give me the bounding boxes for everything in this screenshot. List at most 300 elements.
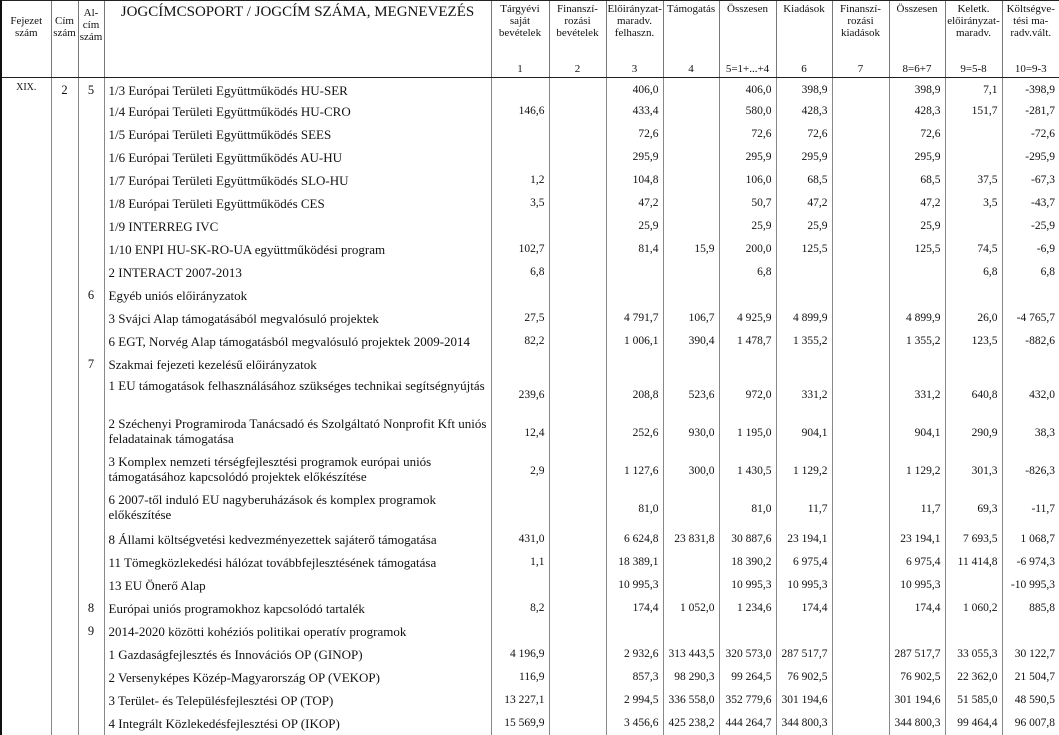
value-cell-col-6: 23 194,1 — [776, 528, 832, 551]
fejezet-cell — [1, 376, 51, 414]
value-cell-col-10: 21 504,7 — [1002, 666, 1059, 689]
value-cell-col-9: 11 414,8 — [945, 551, 1002, 574]
value-cell-col-3 — [606, 620, 663, 643]
fejezet-cell — [1, 100, 51, 123]
value-cell-col-7 — [832, 146, 889, 169]
value-cell-col-6: 11,7 — [776, 490, 832, 528]
fejezet-cell — [1, 261, 51, 284]
cim-cell — [51, 597, 78, 620]
value-cell-col-2 — [549, 551, 606, 574]
value-cell-col-3: 47,2 — [606, 192, 663, 215]
value-cell-col-9 — [945, 620, 1002, 643]
header-col-label: Támogatás — [665, 3, 718, 15]
value-cell-col-8: 76 902,5 — [889, 666, 945, 689]
name-cell: 6 EGT, Norvég Alap támogatásból megvalósuló projektek 2009-2014 — [104, 330, 491, 353]
value-cell-col-4: 15,9 — [663, 238, 719, 261]
value-cell-col-9: 37,5 — [945, 169, 1002, 192]
value-cell-col-5: 10 995,3 — [719, 574, 776, 597]
value-cell-col-1: 2,9 — [491, 452, 549, 490]
value-cell-col-3: 252,6 — [606, 414, 663, 452]
value-cell-col-9: 51 585,0 — [945, 689, 1002, 712]
name-cell: 11 Tömegközlekedési hálózat továbbfejlesztésének támogatása — [104, 551, 491, 574]
value-cell-col-1 — [491, 620, 549, 643]
value-cell-col-3: 174,4 — [606, 597, 663, 620]
value-cell-col-5: 1 195,0 — [719, 414, 776, 452]
value-cell-col-1 — [491, 353, 549, 376]
cim-cell — [51, 712, 78, 735]
value-cell-col-8: 72,6 — [889, 123, 945, 146]
value-cell-col-7 — [832, 620, 889, 643]
value-cell-col-7 — [832, 643, 889, 666]
header-col-number: 8=6+7 — [890, 63, 945, 75]
value-cell-col-8: 68,5 — [889, 169, 945, 192]
value-cell-col-8 — [889, 620, 945, 643]
value-cell-col-7 — [832, 689, 889, 712]
value-cell-col-5: 50,7 — [719, 192, 776, 215]
value-cell-col-2 — [549, 620, 606, 643]
value-cell-col-3: 1 006,1 — [606, 330, 663, 353]
value-cell-col-7 — [832, 353, 889, 376]
value-cell-col-6: 344 800,3 — [776, 712, 832, 735]
value-cell-col-4 — [663, 123, 719, 146]
value-cell-col-2 — [549, 643, 606, 666]
value-cell-col-5: 1 430,5 — [719, 452, 776, 490]
alcim-cell: 5 — [78, 78, 104, 101]
value-cell-col-1: 146,6 — [491, 100, 549, 123]
name-cell: 13 EU Önerő Alap — [104, 574, 491, 597]
value-cell-col-6: 301 194,6 — [776, 689, 832, 712]
value-cell-col-7 — [832, 712, 889, 735]
table-row — [1, 452, 1059, 490]
header-col-3 — [606, 1, 663, 78]
value-cell-col-4 — [663, 284, 719, 307]
name-cell: 1 Gazdaságfejlesztés és Innovációs OP (GINOP) — [104, 643, 491, 666]
table-row — [1, 551, 1059, 574]
name-cell: 3 Terület- és Településfejlesztési OP (TOP) — [104, 689, 491, 712]
value-cell-col-4: 523,6 — [663, 376, 719, 414]
fejezet-cell — [1, 689, 51, 712]
value-cell-col-4 — [663, 100, 719, 123]
table-row — [1, 146, 1059, 169]
value-cell-col-5 — [719, 353, 776, 376]
value-cell-col-10: 38,3 — [1002, 414, 1059, 452]
name-cell: 3 Komplex nemzeti térségfejlesztési programok európai uniós támogatásához kapcsolódó projektek előkészítése — [104, 452, 491, 490]
value-cell-col-5: 1 234,6 — [719, 597, 776, 620]
table-row — [1, 597, 1059, 620]
cim-cell — [51, 414, 78, 452]
name-cell: 1 EU támogatások felhasználásához szükséges technikai segítségnyújtás — [104, 376, 491, 414]
value-cell-col-4: 300,0 — [663, 452, 719, 490]
value-cell-col-5 — [719, 284, 776, 307]
table-row — [1, 100, 1059, 123]
value-cell-col-1: 431,0 — [491, 528, 549, 551]
table-row — [1, 574, 1059, 597]
table-row — [1, 284, 1059, 307]
value-cell-col-2 — [549, 490, 606, 528]
value-cell-col-5: 580,0 — [719, 100, 776, 123]
value-cell-col-10: 432,0 — [1002, 376, 1059, 414]
value-cell-col-4 — [663, 261, 719, 284]
value-cell-col-10: 1 068,7 — [1002, 528, 1059, 551]
value-cell-col-6: 10 995,3 — [776, 574, 832, 597]
value-cell-col-1 — [491, 574, 549, 597]
name-cell: 1/6 Európai Területi Együttműködés AU-HU — [104, 146, 491, 169]
cim-cell: 2 — [51, 78, 78, 101]
value-cell-col-3: 81,0 — [606, 490, 663, 528]
name-cell: 1/3 Európai Területi Együttműködés HU-SER — [104, 78, 491, 101]
value-cell-col-4: 98 290,3 — [663, 666, 719, 689]
value-cell-col-7 — [832, 123, 889, 146]
value-cell-col-7 — [832, 261, 889, 284]
header-col-number: 6 — [777, 63, 832, 75]
table-row — [1, 376, 1059, 414]
value-cell-col-2 — [549, 307, 606, 330]
value-cell-col-5: 4 925,9 — [719, 307, 776, 330]
value-cell-col-7 — [832, 414, 889, 452]
value-cell-col-10: 885,8 — [1002, 597, 1059, 620]
value-cell-col-1 — [491, 146, 549, 169]
name-cell: 1/5 Európai Területi Együttműködés SEES — [104, 123, 491, 146]
value-cell-col-9: 7,1 — [945, 78, 1002, 101]
cim-cell — [51, 192, 78, 215]
value-cell-col-6: 398,9 — [776, 78, 832, 101]
table-row — [1, 689, 1059, 712]
value-cell-col-2 — [549, 689, 606, 712]
value-cell-col-9: 6,8 — [945, 261, 1002, 284]
value-cell-col-2 — [549, 146, 606, 169]
value-cell-col-8: 125,5 — [889, 238, 945, 261]
alcim-cell — [78, 100, 104, 123]
value-cell-col-3: 433,4 — [606, 100, 663, 123]
value-cell-col-9 — [945, 146, 1002, 169]
value-cell-col-9 — [945, 215, 1002, 238]
header-col-number: 5=1+...+4 — [720, 63, 776, 75]
value-cell-col-5: 295,9 — [719, 146, 776, 169]
value-cell-col-10: -398,9 — [1002, 78, 1059, 101]
value-cell-col-4 — [663, 490, 719, 528]
header-col-number: 3 — [607, 63, 663, 75]
alcim-cell: 9 — [78, 620, 104, 643]
value-cell-col-7 — [832, 78, 889, 101]
value-cell-col-2 — [549, 666, 606, 689]
header-fejezet: Fejezet szám — [1, 1, 51, 78]
name-cell: 2 Széchenyi Programiroda Tanácsadó és Szolgáltató Nonprofit Kft uniós feladatainak támogatása — [104, 414, 491, 452]
fejezet-cell: XIX. — [1, 78, 51, 101]
header-col-9 — [945, 1, 1002, 78]
alcim-cell — [78, 528, 104, 551]
value-cell-col-9 — [945, 574, 1002, 597]
value-cell-col-6: 4 899,9 — [776, 307, 832, 330]
alcim-cell — [78, 215, 104, 238]
value-cell-col-6 — [776, 261, 832, 284]
value-cell-col-8: 23 194,1 — [889, 528, 945, 551]
value-cell-col-2 — [549, 261, 606, 284]
table-row — [1, 192, 1059, 215]
value-cell-col-5: 972,0 — [719, 376, 776, 414]
value-cell-col-10 — [1002, 353, 1059, 376]
table-row — [1, 490, 1059, 528]
value-cell-col-3: 208,8 — [606, 376, 663, 414]
value-cell-col-5: 1 478,7 — [719, 330, 776, 353]
value-cell-col-2 — [549, 597, 606, 620]
value-cell-col-2 — [549, 123, 606, 146]
value-cell-col-8: 4 899,9 — [889, 307, 945, 330]
value-cell-col-9: 123,5 — [945, 330, 1002, 353]
alcim-cell — [78, 307, 104, 330]
fejezet-cell — [1, 330, 51, 353]
fejezet-cell — [1, 597, 51, 620]
header-col-label: Előirányzat- maradv. felhaszn. — [608, 3, 662, 39]
value-cell-col-9: 74,5 — [945, 238, 1002, 261]
header-col-number: 4 — [664, 63, 719, 75]
cim-cell — [51, 261, 78, 284]
cim-cell — [51, 238, 78, 261]
fejezet-cell — [1, 490, 51, 528]
table-body — [1, 78, 1059, 735]
table-row — [1, 238, 1059, 261]
header-col-label: Összesen — [721, 3, 775, 15]
header-alcim: Al- cím szám — [78, 1, 104, 78]
fejezet-cell — [1, 574, 51, 597]
value-cell-col-9: 3,5 — [945, 192, 1002, 215]
value-cell-col-8: 301 194,6 — [889, 689, 945, 712]
value-cell-col-7 — [832, 574, 889, 597]
value-cell-col-3 — [606, 353, 663, 376]
value-cell-col-1: 27,5 — [491, 307, 549, 330]
alcim-cell — [78, 376, 104, 414]
cim-cell — [51, 574, 78, 597]
alcim-cell — [78, 123, 104, 146]
value-cell-col-1: 102,7 — [491, 238, 549, 261]
fejezet-cell — [1, 452, 51, 490]
value-cell-col-10: -43,7 — [1002, 192, 1059, 215]
value-cell-col-8: 904,1 — [889, 414, 945, 452]
table-row — [1, 666, 1059, 689]
cim-cell — [51, 353, 78, 376]
value-cell-col-6: 295,9 — [776, 146, 832, 169]
value-cell-col-3: 104,8 — [606, 169, 663, 192]
value-cell-col-9: 99 464,4 — [945, 712, 1002, 735]
header-col-1 — [491, 1, 549, 78]
value-cell-col-4: 106,7 — [663, 307, 719, 330]
name-cell: 4 Integrált Közlekedésfejlesztési OP (IKOP) — [104, 712, 491, 735]
cim-cell — [51, 666, 78, 689]
header-col-number: 7 — [833, 63, 889, 75]
value-cell-col-2 — [549, 452, 606, 490]
value-cell-col-5: 444 264,7 — [719, 712, 776, 735]
alcim-cell — [78, 551, 104, 574]
table-row — [1, 123, 1059, 146]
value-cell-col-2 — [549, 376, 606, 414]
value-cell-col-4 — [663, 169, 719, 192]
value-cell-col-10: -882,6 — [1002, 330, 1059, 353]
value-cell-col-9: 22 362,0 — [945, 666, 1002, 689]
value-cell-col-5: 406,0 — [719, 78, 776, 101]
value-cell-col-7 — [832, 307, 889, 330]
value-cell-col-5: 25,9 — [719, 215, 776, 238]
value-cell-col-2 — [549, 353, 606, 376]
value-cell-col-3: 10 995,3 — [606, 574, 663, 597]
value-cell-col-5: 6,8 — [719, 261, 776, 284]
value-cell-col-6 — [776, 353, 832, 376]
value-cell-col-6: 72,6 — [776, 123, 832, 146]
fejezet-cell — [1, 284, 51, 307]
cim-cell — [51, 452, 78, 490]
value-cell-col-3: 2 932,6 — [606, 643, 663, 666]
value-cell-col-10: -10 995,3 — [1002, 574, 1059, 597]
fejezet-cell — [1, 192, 51, 215]
alcim-cell: 7 — [78, 353, 104, 376]
value-cell-col-7 — [832, 528, 889, 551]
value-cell-col-5: 18 390,2 — [719, 551, 776, 574]
value-cell-col-10: 30 122,7 — [1002, 643, 1059, 666]
value-cell-col-5 — [719, 620, 776, 643]
header-col-label: Összesen — [891, 3, 944, 15]
fejezet-cell — [1, 215, 51, 238]
value-cell-col-8: 398,9 — [889, 78, 945, 101]
value-cell-col-6: 76 902,5 — [776, 666, 832, 689]
alcim-cell — [78, 666, 104, 689]
alcim-cell — [78, 238, 104, 261]
value-cell-col-4 — [663, 551, 719, 574]
cim-cell — [51, 284, 78, 307]
header-col-label: Tárgyévi saját bevételek — [493, 3, 548, 39]
value-cell-col-5: 200,0 — [719, 238, 776, 261]
table-row — [1, 261, 1059, 284]
value-cell-col-4: 336 558,0 — [663, 689, 719, 712]
name-cell: 2 Versenyképes Közép-Magyarország OP (VEKOP) — [104, 666, 491, 689]
cim-cell — [51, 307, 78, 330]
alcim-cell — [78, 169, 104, 192]
value-cell-col-3: 6 624,8 — [606, 528, 663, 551]
value-cell-col-6: 6 975,4 — [776, 551, 832, 574]
cim-cell — [51, 146, 78, 169]
value-cell-col-10: 48 590,5 — [1002, 689, 1059, 712]
table-row — [1, 712, 1059, 735]
value-cell-col-7 — [832, 238, 889, 261]
value-cell-col-8 — [889, 261, 945, 284]
value-cell-col-8: 428,3 — [889, 100, 945, 123]
value-cell-col-8: 1 355,2 — [889, 330, 945, 353]
alcim-cell — [78, 414, 104, 452]
name-cell: 2014-2020 közötti kohéziós politikai operatív programok — [104, 620, 491, 643]
value-cell-col-7 — [832, 330, 889, 353]
value-cell-col-6: 125,5 — [776, 238, 832, 261]
table-row — [1, 78, 1059, 101]
value-cell-col-3: 857,3 — [606, 666, 663, 689]
name-cell: 1/9 INTERREG IVC — [104, 215, 491, 238]
value-cell-col-2 — [549, 215, 606, 238]
value-cell-col-4: 1 052,0 — [663, 597, 719, 620]
value-cell-col-9: 151,7 — [945, 100, 1002, 123]
value-cell-col-1 — [491, 490, 549, 528]
value-cell-col-6: 1 355,2 — [776, 330, 832, 353]
table-row — [1, 307, 1059, 330]
value-cell-col-3: 81,4 — [606, 238, 663, 261]
alcim-cell — [78, 689, 104, 712]
fejezet-cell — [1, 666, 51, 689]
value-cell-col-10: -4 765,7 — [1002, 307, 1059, 330]
alcim-cell — [78, 330, 104, 353]
table-row — [1, 643, 1059, 666]
cim-cell — [51, 330, 78, 353]
value-cell-col-4 — [663, 353, 719, 376]
alcim-cell — [78, 490, 104, 528]
value-cell-col-7 — [832, 100, 889, 123]
alcim-cell — [78, 712, 104, 735]
value-cell-col-9: 7 693,5 — [945, 528, 1002, 551]
alcim-cell — [78, 261, 104, 284]
value-cell-col-7 — [832, 215, 889, 238]
value-cell-col-2 — [549, 284, 606, 307]
value-cell-col-2 — [549, 330, 606, 353]
header-col-number: 10=9-3 — [1003, 63, 1059, 75]
cim-cell — [51, 215, 78, 238]
value-cell-col-6: 287 517,7 — [776, 643, 832, 666]
value-cell-col-1: 1,2 — [491, 169, 549, 192]
value-cell-col-6: 428,3 — [776, 100, 832, 123]
value-cell-col-9: 290,9 — [945, 414, 1002, 452]
header-row — [1, 1, 1059, 78]
fejezet-cell — [1, 353, 51, 376]
cim-cell — [51, 620, 78, 643]
value-cell-col-2 — [549, 528, 606, 551]
value-cell-col-7 — [832, 169, 889, 192]
header-col-2 — [549, 1, 606, 78]
table-row — [1, 215, 1059, 238]
value-cell-col-9: 26,0 — [945, 307, 1002, 330]
header-col-4 — [663, 1, 719, 78]
value-cell-col-1 — [491, 284, 549, 307]
header-col-label: Keletk. előirányzat- maradv. — [947, 3, 1001, 39]
header-cim: Cím szám — [51, 1, 78, 78]
value-cell-col-2 — [549, 169, 606, 192]
header-col-label: Finanszí- rozási bevételek — [551, 3, 605, 39]
fejezet-cell — [1, 414, 51, 452]
value-cell-col-8: 331,2 — [889, 376, 945, 414]
header-col-10 — [1002, 1, 1059, 78]
name-cell: 2 INTERACT 2007-2013 — [104, 261, 491, 284]
header-col-label: Költségve- tési ma- radv.vált. — [1004, 3, 1059, 39]
alcim-cell: 8 — [78, 597, 104, 620]
name-cell: 6 2007-től induló EU nagyberuházások és komplex programok előkészítése — [104, 490, 491, 528]
value-cell-col-6: 331,2 — [776, 376, 832, 414]
value-cell-col-4 — [663, 574, 719, 597]
value-cell-col-10 — [1002, 620, 1059, 643]
header-col-number: 9=5-8 — [946, 63, 1002, 75]
value-cell-col-1: 12,4 — [491, 414, 549, 452]
value-cell-col-1: 116,9 — [491, 666, 549, 689]
fejezet-cell — [1, 169, 51, 192]
cim-cell — [51, 169, 78, 192]
header-col-6 — [776, 1, 832, 78]
fejezet-cell — [1, 551, 51, 574]
value-cell-col-1: 6,8 — [491, 261, 549, 284]
table-row — [1, 620, 1059, 643]
value-cell-col-1: 13 227,1 — [491, 689, 549, 712]
value-cell-col-8 — [889, 284, 945, 307]
value-cell-col-8: 1 129,2 — [889, 452, 945, 490]
value-cell-col-1 — [491, 123, 549, 146]
fejezet-cell — [1, 146, 51, 169]
value-cell-col-9: 69,3 — [945, 490, 1002, 528]
value-cell-col-3: 2 994,5 — [606, 689, 663, 712]
value-cell-col-9: 1 060,2 — [945, 597, 1002, 620]
value-cell-col-2 — [549, 574, 606, 597]
value-cell-col-8: 344 800,3 — [889, 712, 945, 735]
value-cell-col-3: 1 127,6 — [606, 452, 663, 490]
value-cell-col-4 — [663, 146, 719, 169]
